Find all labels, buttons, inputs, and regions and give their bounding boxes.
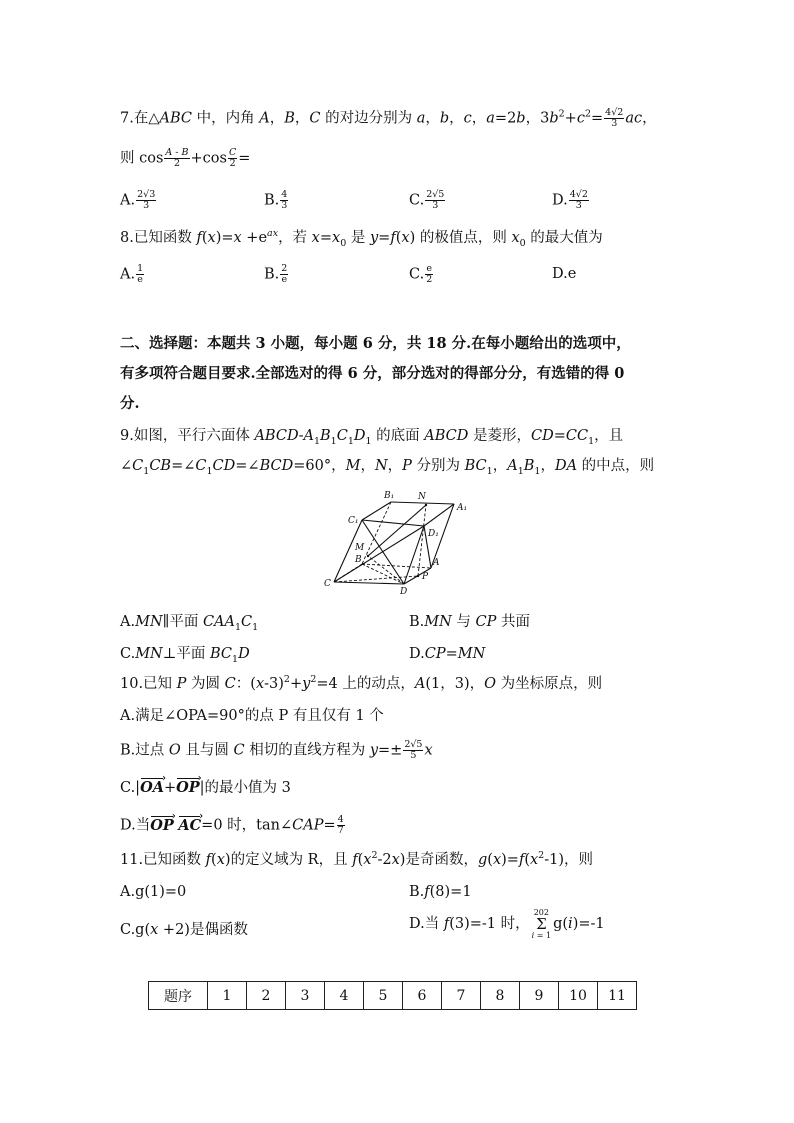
table-cell: 11 <box>598 982 637 1010</box>
label-d: D <box>400 587 408 597</box>
q9-stem-2: $\angle C_1CB=\angle C_1CD=\angle BCD=60^\circ$，M，N，P 分别为 $BC_1$，$A_1B_1$，DA 的中点，则 <box>120 458 655 477</box>
label-m: M <box>355 543 365 553</box>
table-cell: 6 <box>403 982 442 1010</box>
q8-option-c: C. $\frac{e}{2}$ <box>409 263 433 285</box>
section2-line2: 有多项符合题目要求.全部选对的得 6 分，部分选对的得部分分，有选错的得 0 <box>120 365 625 382</box>
q8-option-a: A. $\frac{1}{e}$ <box>120 263 144 285</box>
q8-option-d: D.e <box>552 266 577 282</box>
section2-line3: 分. <box>120 395 140 412</box>
q11-option-c: C.g(x +2)是偶函数 <box>120 922 248 938</box>
q11-option-d: D.当 f(3)=-1 时， 202 Σ i = 1 g(i)=-1 <box>409 908 605 940</box>
label-c1: C₁ <box>348 516 359 526</box>
q8-stem: 8.已知函数 $f(x)=x +e^{ax}$，若 $x=x_0$ 是 y=f(x) 的极值点，则 $x_0$ 的最大值为 <box>120 228 603 249</box>
q9-option-b: B.MN 与 CP 共面 <box>409 614 530 630</box>
label-a1: A₁ <box>457 503 468 513</box>
section2-line1: 二、选择题：本题共 3 小题，每小题 6 分，共 18 分.在每小题给出的选项中， <box>120 335 631 352</box>
q10-option-c: C.|OA ›+OP ›|的最小值为 3 <box>120 778 291 798</box>
label-d1: D₁ <box>428 529 439 539</box>
q10-stem: 10.已知 P 为圆 C：$(x-3)^2+y^2=4$ 上的动点，A(1，3)，O 为坐标原点，则 <box>120 674 603 692</box>
table-cell: 10 <box>559 982 598 1010</box>
q8-option-b: B. $\frac{2}{e}$ <box>264 263 288 285</box>
table-cell: 8 <box>481 982 520 1010</box>
table-cell: 4 <box>325 982 364 1010</box>
parallelepiped-figure <box>318 488 476 598</box>
q9-option-c: C.MN⊥平面 $BC_1D$ <box>120 646 250 665</box>
table-cell: 2 <box>247 982 286 1010</box>
q7-option-b: B. $\frac{4}{3}$ <box>264 189 288 211</box>
answer-table <box>148 981 637 1010</box>
label-b: B <box>355 555 362 565</box>
table-cell: 7 <box>442 982 481 1010</box>
q10-option-d: D.当OP › AC ›=0 时，tan∠CAP= $\frac{4}{7}$ <box>120 815 346 836</box>
label-b1: B₁ <box>384 491 395 501</box>
table-cell: 9 <box>520 982 559 1010</box>
q11-option-a: A.g(1)=0 <box>120 884 187 900</box>
q7-option-a: A. $\frac{2√3}{3}$ <box>120 189 156 211</box>
table-cell: 1 <box>208 982 247 1010</box>
q7-option-c: C. $\frac{2√5}{3}$ <box>409 189 445 211</box>
q11-stem: 11.已知函数 f(x)的定义域为 R，且 $f(x^2-2x)$是奇函数，$g(x)=f(x^2-1)$，则 <box>120 850 594 868</box>
q7-option-d: D. $\frac{4√2}{3}$ <box>552 189 588 211</box>
table-cell: 3 <box>286 982 325 1010</box>
q9-stem-1: 9.如图，平行六面体 ABCD-$A_1B_1C_1D_1$ 的底面 ABCD 是菱形，$CD=CC_1$，且 <box>120 428 624 447</box>
table-row <box>149 982 637 1010</box>
q7-expression: 则 cos $\frac{A - B}{2}$ +cos $\frac{C}{2}$ = <box>120 147 251 169</box>
table-cell: 5 <box>364 982 403 1010</box>
label-c: C <box>324 579 331 589</box>
label-a: A <box>433 558 440 568</box>
table-header-cell: 题序 <box>149 982 208 1010</box>
q7-stem: 7.在△ABC 中，内角 A，B，C 的对边分别为 a，b，c，a=2b，$3b^2+c^2=$ $\frac{4√2}{3}$ ac， <box>120 107 657 129</box>
q11-option-b: B.f(8)=1 <box>409 884 472 900</box>
q10-option-a: A.满足∠OPA=90°的点 P 有且仅有 1 个 <box>120 708 384 724</box>
q10-option-b: B.过点 O 且与圆 C 相切的直线方程为 y=± $\frac{2√5}{5}$ x <box>120 739 433 761</box>
label-p: P <box>422 572 429 582</box>
q9-option-a: A.MN∥平面 $CAA_1C_1$ <box>120 614 259 633</box>
q9-option-d: D.CP=MN <box>409 646 486 662</box>
label-n: N <box>418 492 426 502</box>
